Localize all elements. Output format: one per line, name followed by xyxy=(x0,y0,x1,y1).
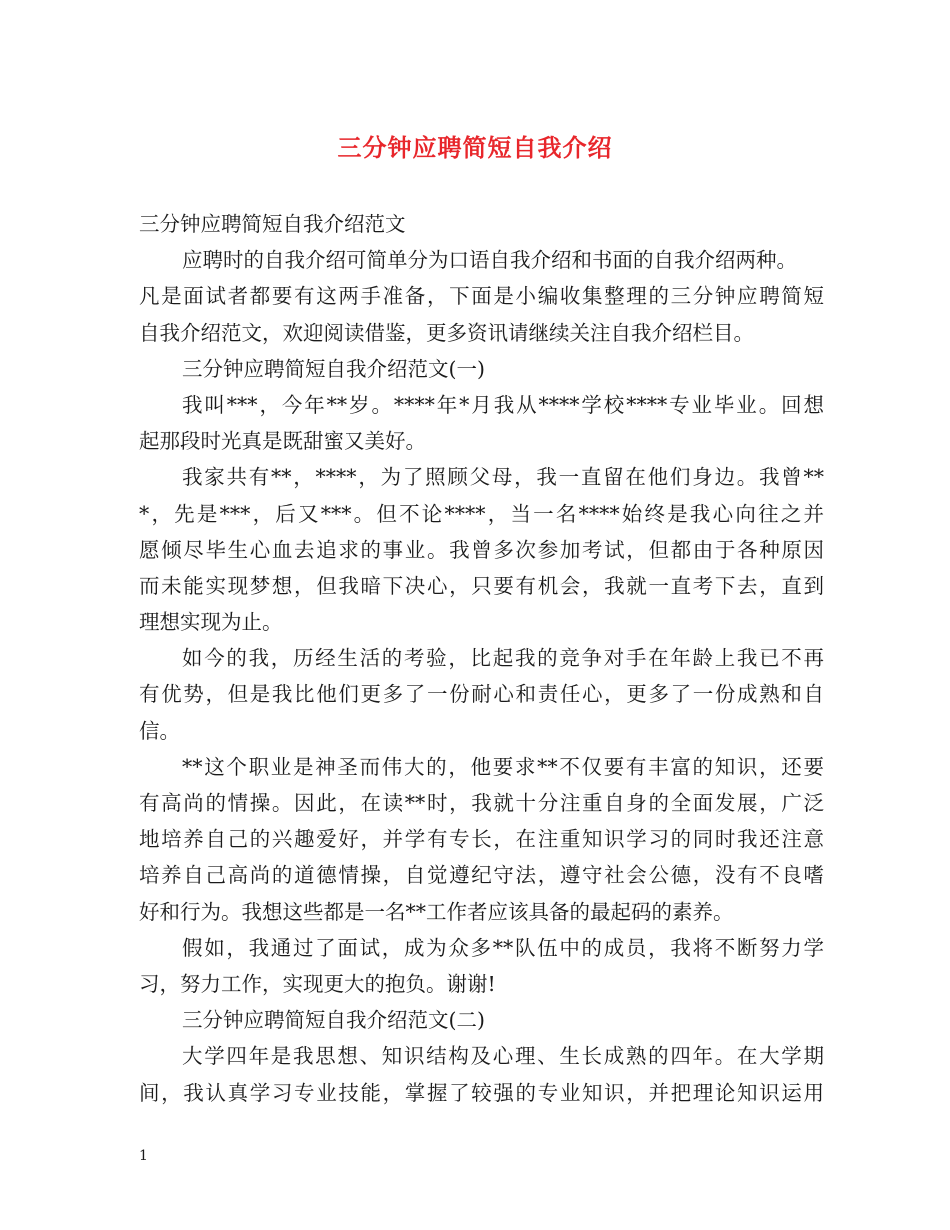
body-text-line: 大学四年是我思想、知识结构及心理、生长成熟的四年。在大学期 xyxy=(182,1044,824,1069)
body-text-line: 应聘时的自我介绍可简单分为口语自我介绍和书面的自我介绍两种。 xyxy=(182,248,797,273)
body-text-line: 信。 xyxy=(139,718,180,743)
body-text-line: 我家共有**，****，为了照顾父母，我一直留在他们身边。我曾** xyxy=(182,465,824,490)
body-text-line: 三分钟应聘简短自我介绍范文 xyxy=(139,212,406,236)
body-text-line: **这个职业是神圣而伟大的，他要求**不仅要有丰富的知识，还要 xyxy=(182,754,824,779)
body-text-line: 习，努力工作，实现更大的抱负。谢谢! xyxy=(139,971,496,996)
body-text-line: 自我介绍范文，欢迎阅读借鉴，更多资讯请继续关注自我介绍栏目。 xyxy=(139,320,754,345)
body-text-line: 有优势，但是我比他们更多了一份耐心和责任心，更多了一份成熟和自 xyxy=(139,682,824,707)
body-text-line: 好和行为。我想这些都是一名**工作者应该具备的最起码的素养。 xyxy=(139,899,734,924)
body-text-line: 三分钟应聘简短自我介绍范文(一) xyxy=(182,356,485,381)
page-number: 1 xyxy=(139,1148,148,1164)
body-text-line: 而未能实现梦想，但我暗下决心，只要有机会，我就一直考下去，直到 xyxy=(139,573,824,598)
body-text-line: 地培养自己的兴趣爱好，并学有专长，在注重知识学习的同时我还注意 xyxy=(139,827,824,852)
body-text-line: 假如，我通过了面试，成为众多**队伍中的成员，我将不断努力学 xyxy=(182,935,824,960)
body-text-line: 如今的我，历经生活的考验，比起我的竞争对手在年龄上我已不再 xyxy=(182,646,824,671)
body-text-line: 理想实现为止。 xyxy=(139,610,283,635)
body-text-line: 起那段时光真是既甜蜜又美好。 xyxy=(139,429,426,454)
body-text-line: 凡是面试者都要有这两手准备，下面是小编收集整理的三分钟应聘简短 xyxy=(139,284,824,309)
body-text-line: 有高尚的情操。因此，在读**时，我就十分注重自身的全面发展，广泛 xyxy=(139,791,824,815)
body-text-line: 愿倾尽毕生心血去追求的事业。我曾多次参加考试，但都由于各种原因 xyxy=(139,537,824,562)
body-text-line: *，先是***，后又***。但不论****，当一名****始终是我心向往之并 xyxy=(139,501,824,526)
body-text-line: 三分钟应聘简短自我介绍范文(二) xyxy=(182,1008,485,1033)
document-body xyxy=(139,206,824,1111)
body-text-line: 培养自己高尚的道德情操，自觉遵纪守法，遵守社会公德，没有不良嗜 xyxy=(139,863,824,888)
body-text-line: 我叫***，今年**岁。****年*月我从****学校****专业毕业。回想 xyxy=(182,392,824,417)
document-title: 三分钟应聘简短自我介绍 xyxy=(337,133,613,162)
body-text-line: 间，我认真学习专业技能，掌握了较强的专业知识，并把理论知识运用 xyxy=(139,1080,824,1105)
